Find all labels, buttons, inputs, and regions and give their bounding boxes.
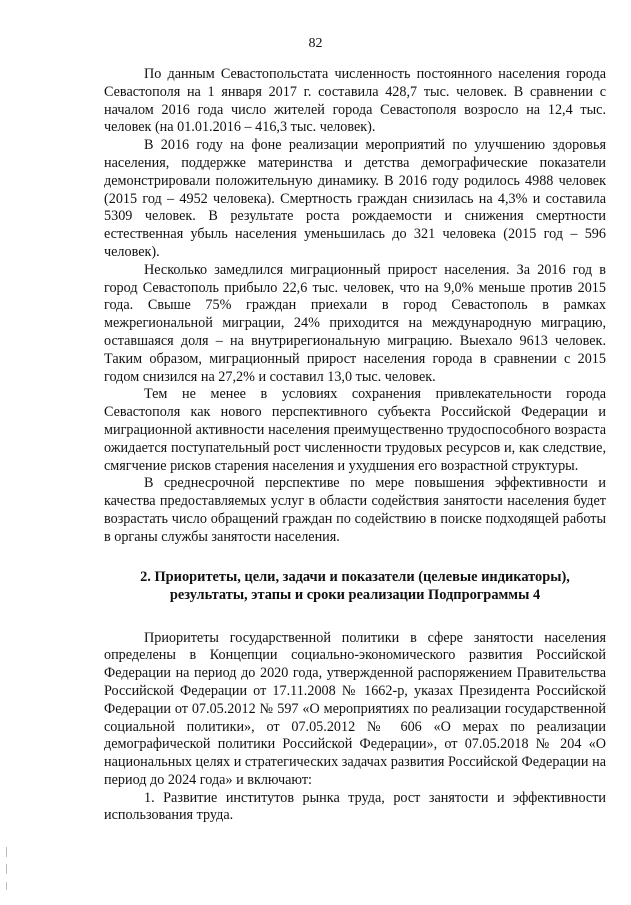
paragraph-migration: Несколько замедлился миграционный прирост населения. За 2016 год в город Севастополь прибыло 22,6 тыс. человек, что на 9,0% меньше против 2015 года. Свыше 75% граждан приехали в город Севастополь в рамках межрегиональной миграции, 24% приходится на международную миграцию, оставшаяся доля – на внутрирегиональную миграцию. Выехало 9613 человек. Таким образом, миграционный прирост населения города в сравнении с 2015 годом снизился на 27,2% и составил 13,0 тыс. человек. xyxy=(104,261,606,385)
list-item-1: 1. Развитие институтов рынка труда, рост занятости и эффективности использования труда. xyxy=(104,789,606,824)
section-heading-line-1: 2. Приоритеты, цели, задачи и показатели (целевые индикаторы), xyxy=(140,568,570,585)
section-heading-line-2: результаты, этапы и сроки реализации Подпрограммы 4 xyxy=(169,586,541,603)
page-body xyxy=(104,66,606,825)
paragraph-labor-resources: Тем не менее в условиях сохранения привлекательности города Севастополя как нового перспективного субъекта Российской Федерации и миграционной активности населения преимущественно трудоспособного возраста ожидается поступательный рост численности трудовых ресурсов и, как следствие, смягчение рисков старения населения и ухудшения его возрастной структуры. xyxy=(104,386,606,474)
paragraph-policy-priorities: Приоритеты государственной политики в сфере занятости населения определены в Концепции социально-экономического развития Российской Федерации на период до 2020 года, утвержденной распоряжением Правительства Российской Федерации от 17.11.2008 № 1662-р, указах Президента Российской Федерации от 07.05.2012 № 597 «О мероприятиях по реализации государственной социальной политики», от 07.05.2012 № 606 «О мерах по реализации демографической политики Российской Федерации», от 07.05.2018 № 204 «О национальных целях и стратегических задачах развития Российской Федерации на период до 2024 года» и включают: xyxy=(104,629,606,788)
scan-margin-mark xyxy=(6,847,7,857)
paragraph-population: По данным Севастопольстата численность постоянного населения города Севастополя на 1 января 2017 г. составила 428,7 тыс. человек. В сравнении с началом 2016 года число жителей города Севастополя возросло на 12,4 тыс. человек (на 01.01.2016 – 416,3 тыс. человек). xyxy=(104,66,606,136)
section-heading xyxy=(104,568,606,604)
paragraph-demographics: В 2016 году на фоне реализации мероприятий по улучшению здоровья населения, поддержке материнства и детства демографические показатели демонстрировали положительную динамику. В 2016 году родилось 4988 человек (2015 год – 4952 человека). Смертность граждан снизилась на 4,3% и составила 5309 человек. В результате роста рождаемости и снижения смертности естественная убыль населения уменьшилась до 321 человека (2015 год – 596 человек). xyxy=(104,137,606,260)
page-number: 82 xyxy=(308,36,323,51)
paragraph-employment-outlook: В среднесрочной перспективе по мере повышения эффективности и качества предоставляемых услуг в области содействия занятости населения будет возрастать число обращений граждан по содействию в поиске подходящей работы в органы службы занятости населения. xyxy=(104,475,606,545)
scan-margin-mark xyxy=(6,882,7,890)
spacer xyxy=(104,604,606,630)
spacer xyxy=(104,547,606,568)
scan-margin-mark xyxy=(6,864,7,874)
